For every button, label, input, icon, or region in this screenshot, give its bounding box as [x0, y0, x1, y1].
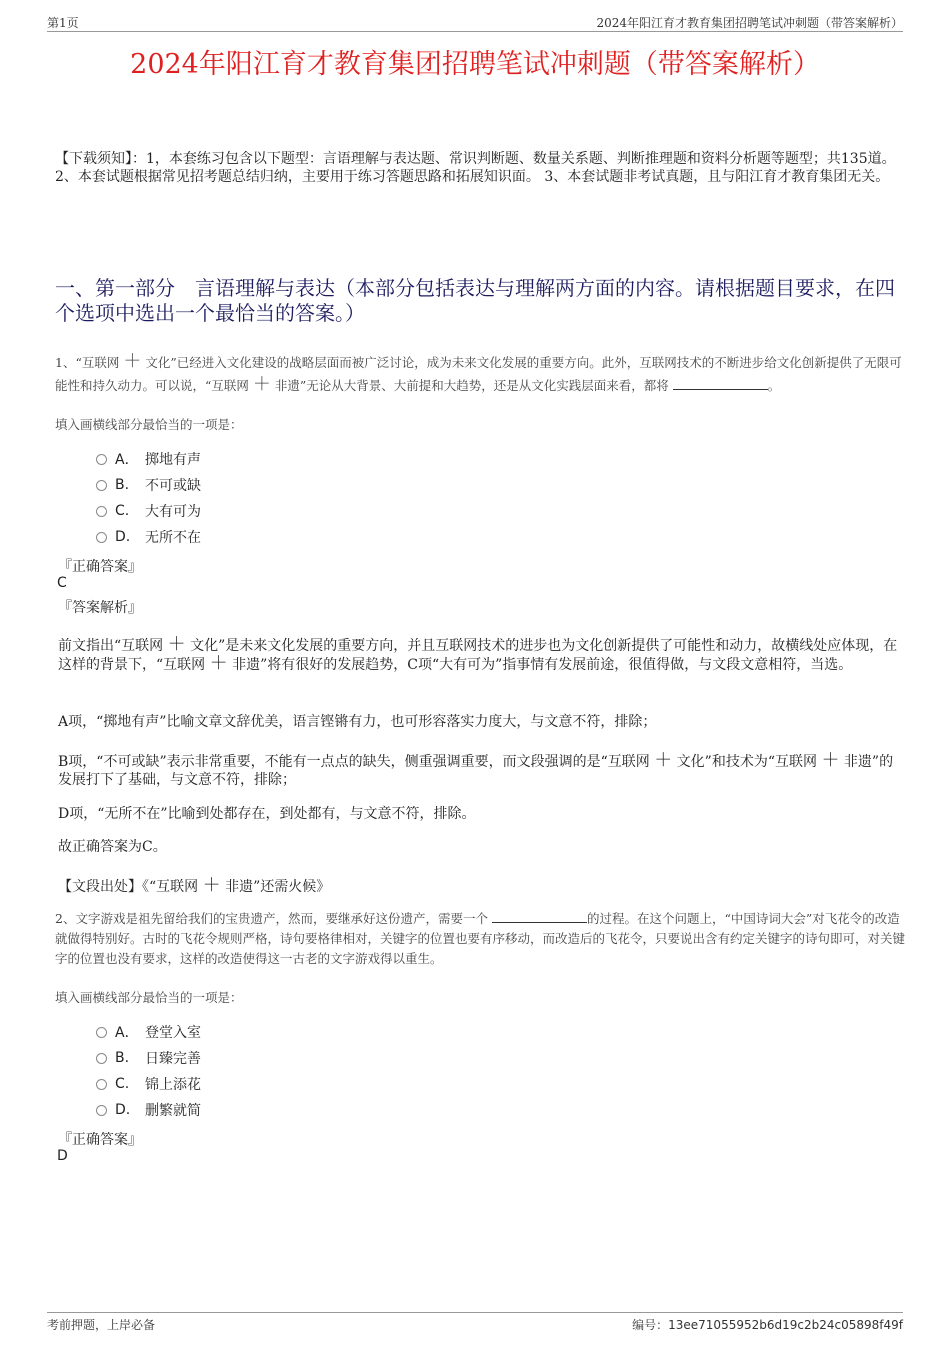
- q1-analysis-main: [58, 636, 898, 674]
- analysis-text: 非遗”的发展打下了基础，与文意不符，排除；: [58, 754, 894, 788]
- q2-option-c[interactable]: [96, 1075, 201, 1093]
- radio-icon[interactable]: [96, 532, 107, 543]
- page-number: 第1页: [47, 16, 79, 30]
- question-1-prompt: 填入画横线部分最恰当的一项是：: [55, 417, 243, 432]
- q2-answer: D: [57, 1148, 68, 1164]
- option-text: 不可或缺: [145, 478, 201, 494]
- option-text: 删繁就简: [145, 1103, 201, 1119]
- radio-icon[interactable]: [96, 1105, 107, 1116]
- q1-option-b[interactable]: [96, 476, 201, 494]
- download-notice: 【下载须知】：1，本套练习包含以下题型：言语理解与表达题、常识判断题、数量关系题、判断推理题和资料分析题等题型；共135道。 2、本套试题根据常见招考题总结归纳，主要用于练习答题思路和拓展知识面。 3、本套试题非考试真题，且与阳江育才教育集团无关。: [55, 151, 896, 185]
- plus-symbol: ＋: [167, 634, 186, 655]
- q1-analysis-d: D项，“无所不在”比喻到处都存在，到处都有，与文意不符，排除。: [58, 806, 476, 822]
- option-letter: A．: [115, 452, 139, 468]
- answer-blank: [673, 377, 768, 390]
- q2-option-b[interactable]: [96, 1049, 201, 1067]
- plus-symbol: ＋: [252, 374, 271, 395]
- plus-symbol: ＋: [654, 750, 673, 771]
- footer-divider: [47, 1312, 903, 1313]
- q2-option-d[interactable]: [96, 1101, 201, 1119]
- option-text: 日臻完善: [145, 1051, 201, 1067]
- q2-text-part: 2、文字游戏是祖先留给我们的宝贵遗产，然而，要继承好这份遗产，需要一个: [55, 911, 488, 926]
- q1-conclusion: 故正确答案为C。: [58, 839, 167, 855]
- q1-analysis-a: A项，“掷地有声”比喻文章文辞优美，语言铿锵有力，也可形容落实力度大，与文意不符，排除；: [58, 714, 657, 730]
- radio-icon[interactable]: [96, 480, 107, 491]
- option-letter: A．: [115, 1025, 139, 1041]
- radio-icon[interactable]: [96, 454, 107, 465]
- source-text: 非遗”还需火候》: [225, 879, 331, 895]
- option-text: 登堂入室: [145, 1025, 201, 1041]
- header-divider: [47, 31, 903, 32]
- option-text: 无所不在: [145, 530, 201, 546]
- option-letter: D.: [115, 1102, 131, 1118]
- analysis-text: 前文指出“互联网: [58, 638, 164, 654]
- option-letter: B.: [115, 477, 130, 493]
- option-letter: C.: [115, 503, 130, 519]
- q1-text-part: 1、“互联网: [55, 355, 120, 370]
- analysis-text: 文化”是未来文化发展的重要方向，并且互联网技术的进步也为文化创新提供了可能性和动力，故横线处应体现，在这样的背景下，“互联网: [58, 638, 898, 673]
- code-label: 编号：: [632, 1318, 669, 1332]
- q1-option-d[interactable]: [96, 528, 201, 546]
- page-title: 2024年阳江育才教育集团招聘笔试冲刺题（带答案解析）: [130, 49, 820, 80]
- code-value: 13ee71055952b6d19c2b24c05898f49f: [668, 1318, 903, 1332]
- q1-option-a[interactable]: [96, 450, 201, 468]
- analysis-text: B项，“不可或缺”表示非常重要，不能有一点点的缺失，侧重强调重要，而文段强调的是“互联网: [58, 754, 650, 770]
- radio-icon[interactable]: [96, 1053, 107, 1064]
- option-text: 锦上添花: [145, 1077, 201, 1093]
- plus-symbol: ＋: [821, 750, 840, 771]
- q2-option-a[interactable]: [96, 1023, 201, 1041]
- radio-icon[interactable]: [96, 506, 107, 517]
- option-text: 掷地有声: [145, 452, 201, 468]
- analysis-text: 非遗”将有很好的发展趋势，C项“大有可为”指事情有发展前途，很值得做，与文段文意相符，当选。: [232, 657, 853, 673]
- question-2-text: [55, 909, 905, 969]
- plus-symbol: ＋: [123, 351, 142, 372]
- question-1-text: [55, 351, 905, 397]
- q2-text-part: 的过程。在这个问题上，“中国诗词大会”对飞花令的改造就做得特别好。古时的飞花令规则严格，诗句要格律相对，关键字的位置也要有序移动，而改造后的飞花令，只要说出含有约定关键字的诗句即可，对关键字的位置也没有要求，这样的改造使得这一古老的文字游戏得以重生。: [55, 911, 906, 966]
- plus-symbol: ＋: [209, 653, 228, 674]
- question-2-prompt: 填入画横线部分最恰当的一项是：: [55, 990, 243, 1005]
- q1-analysis-b: [58, 752, 898, 789]
- q1-answer: C: [57, 575, 67, 591]
- analysis-text: 文化”和技术为“互联网: [676, 754, 817, 770]
- option-letter: B.: [115, 1050, 130, 1066]
- answer-blank: [492, 910, 587, 923]
- q1-text-part: 非遗”无论从大背景、大前提和大趋势，还是从文化实践层面来看，都将: [274, 378, 669, 393]
- running-title: 2024年阳江育才教育集团招聘笔试冲刺题（带答案解析）: [596, 16, 903, 30]
- q2-answer-label: 『正确答案』: [58, 1132, 142, 1148]
- q1-answer-label: 『正确答案』: [58, 559, 142, 575]
- option-letter: C.: [115, 1076, 130, 1092]
- option-text: 大有可为: [145, 504, 201, 520]
- q1-option-c[interactable]: [96, 502, 201, 520]
- footer-slogan: 考前押题，上岸必备: [47, 1318, 156, 1332]
- radio-icon[interactable]: [96, 1027, 107, 1038]
- radio-icon[interactable]: [96, 1079, 107, 1090]
- footer-code: [632, 1316, 903, 1333]
- q1-analysis-label: 『答案解析』: [58, 600, 142, 616]
- q1-text-part: 文化”已经进入文化建设的战略层面而被广泛讨论，成为未来文化发展的重要方向。此外，互联网技术的不断进步给文化创新提供了无限可能性和持久动力。可以说，“互联网: [55, 355, 902, 393]
- section-heading: 一、第一部分 言语理解与表达（本部分包括表达与理解两方面的内容。请根据题目要求，在四个选项中选出一个最恰当的答案。）: [55, 276, 895, 325]
- plus-symbol: ＋: [202, 875, 221, 896]
- source-text: 【文段出处】《“互联网: [58, 879, 199, 895]
- q1-source: [58, 877, 898, 896]
- option-letter: D.: [115, 529, 131, 545]
- q1-text-part: 。: [767, 378, 781, 393]
